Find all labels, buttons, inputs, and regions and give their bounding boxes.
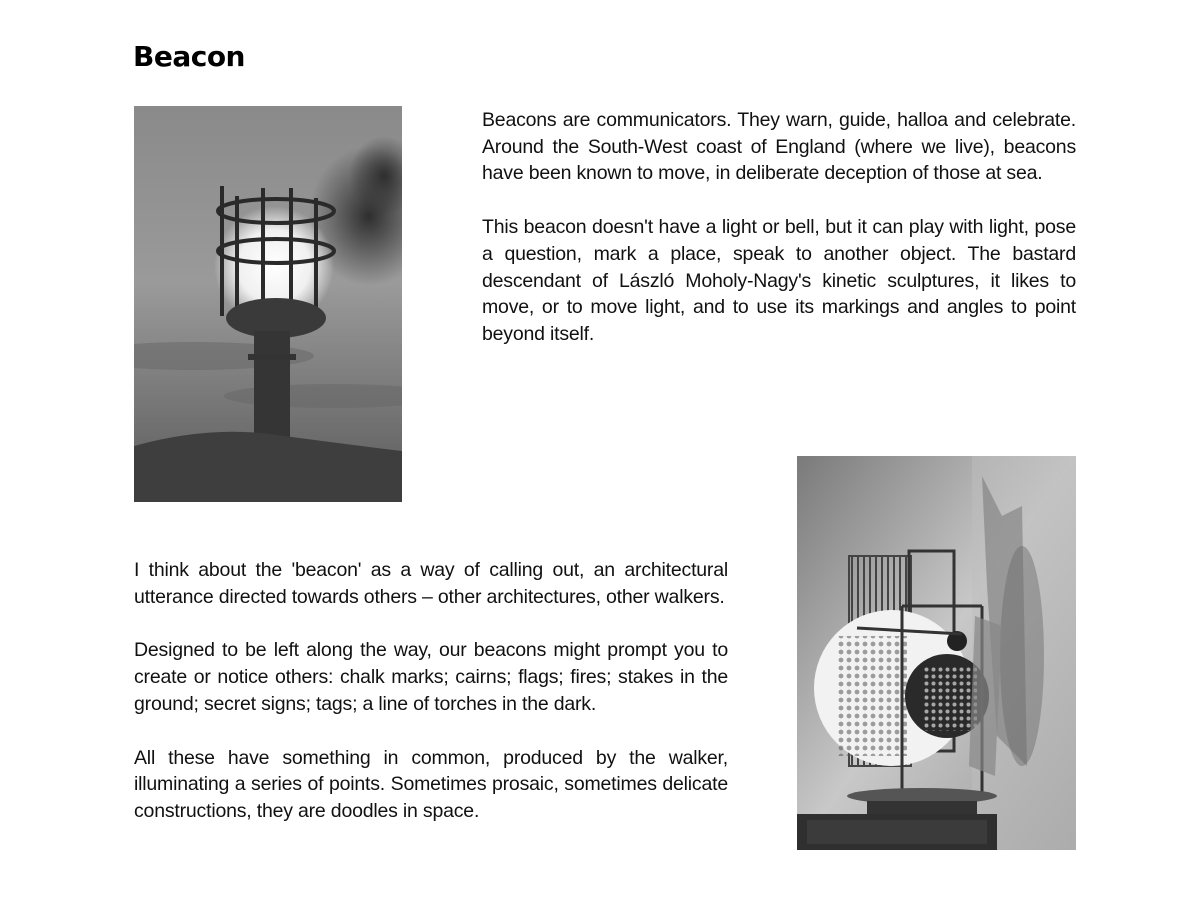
beacon-fire-image [134,106,402,502]
beacon-photo [134,106,402,502]
paragraph-calling-out: I think about the 'beacon' as a way of calling out, an architectural utterance directed towards others – other architectures, other walkers. [134,559,728,608]
page-title: Beacon [133,40,245,73]
paragraph-left-along-way: Designed to be left along the way, our beacons might prompt you to create or notice others: chalk marks; cairns; flags; fires; stakes in the ground; secret signs; tags; a line of torches in the dark. [134,639,728,715]
intro-text-block [482,107,1076,348]
paragraph-doodles-in-space: All these have something in common, produced by the walker, illuminating a series of points. Sometimes prosaic, sometimes delicate constructions, they are doodles in space. [134,746,728,822]
kinetic-sculpture-image [797,456,1076,850]
paragraph-this-beacon: This beacon doesn't have a light or bell, but it can play with light, pose a question, mark a place, speak to another object. The bastard descendant of László Moholy-Nagy's kinetic sculptures, it likes to move, or to move light, and to use its markings and angles to point beyond itself. [482,216,1076,345]
paragraph-beacons-communicators: Beacons are communicators. They warn, guide, halloa and celebrate. Around the South-West coast of England (where we live), beacons have been known to move, in deliberate deception of those at sea. [482,109,1076,185]
sculpture-photo [797,456,1076,850]
reflection-text-block [134,557,728,825]
